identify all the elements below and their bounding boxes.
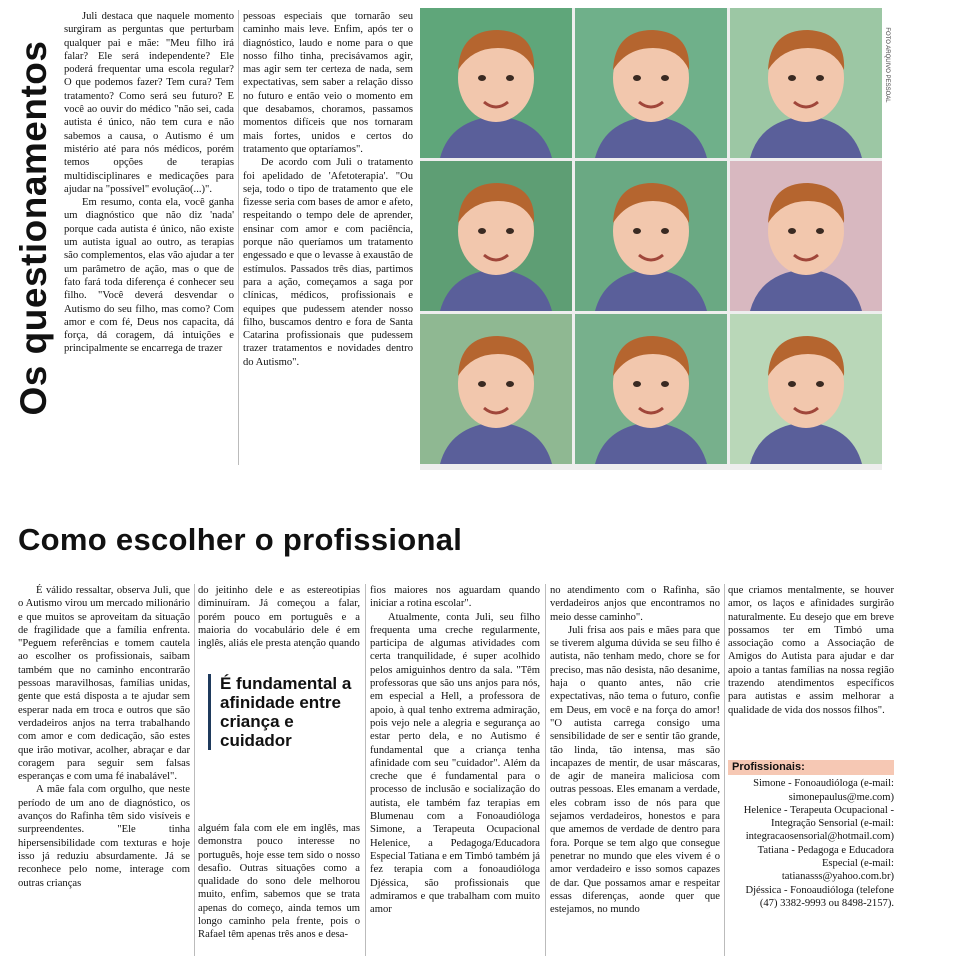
boy-photo-icon: [575, 314, 727, 464]
photo-cell: [575, 8, 727, 158]
column-divider: [238, 10, 239, 465]
paragraph: fios maiores nos aguardam quando iniciar a rotina escolar".: [370, 585, 540, 610]
vertical-title-text: Os questionamentos: [13, 40, 54, 416]
paragraph: Atualmente, conta Juli, seu filho frequenta uma creche regularmente, participa de algumas atividades com certa tranquilidade, é super acolhido pelos amiguinhos dentro da sala. "Têm professoras que são uns anjos para nós, em especial a Hell, a professora de apoio, à qual tenho extrema admiração, pois vejo nele a alegria e segurança ao estar perto dela, e no Autismo é fundamental que a criança tenha afinidade com seu "cuidador". Além da creche que é fundamental para o processo de inclusão e socialização do autista, ele também faz terapias em Blumenau com a Fonoaudióloga Simone, a Terapeuta Ocupacional Helenice, a Pedagoga/Educadora Especial Tatiana e em Timbó também já fez terapia com a fonoaudióloga Djéssica, são profissionais que admiramos e que trabalham com muito amor: [370, 611, 540, 916]
professionals-header-text: Profissionais:: [732, 761, 805, 773]
boy-photo-icon: [730, 314, 882, 464]
photo-cell: [420, 314, 572, 464]
paragraph: Juli destaca que naquele momento surgiram as perguntas que perturbam qualquer pai e mãe: "Meu filho irá falar? Ele será independente? Ele poderá frequentar uma escola regular? O que podemos fazer? Tem cura? Tem tratamento? Como será seu futuro? E você ao ouvir do médico "não sei, cada autista é único, não tem cura e não sabemos a causa, o Autismo é um mistério até para nós médicos, porém temos opções de terapias multidisciplinares e medicações para ajudar na "possível" evolução(...)".: [64, 11, 234, 195]
professionals-header: [728, 760, 894, 775]
photo-cell: [730, 161, 882, 311]
column-divider: [724, 584, 725, 956]
bottom-column-2-top: [198, 584, 360, 660]
paragraph: alguém fala com ele em inglês, mas demonstra pouco interesse no português, hoje esse tem sido o nosso desafio. Outras situações como a qualidade do sono dele melhorou muito, enfim, sabemos que se trata apenas do começo, ainda temos um longo caminho pela frente, pois o Rafael têm apenas três anos e desa-: [198, 823, 360, 941]
bottom-column-2-bottom: [198, 822, 360, 956]
bottom-column-3: [370, 584, 540, 956]
photo-credit: [882, 10, 892, 120]
paragraph: A mãe fala com orgulho, que neste período de um ano de diagnóstico, os avanços do Rafinha têm sido visíveis e surpreendentes. "Ele tinha hipersensibilidade com texturas e hoje isso já reduziu absurdamente. Já se reconhece pelo nome, interage com outras crianças: [18, 784, 190, 889]
paragraph: que criamos mentalmente, se houver amor, os laços e afinidades surgirão naturalmente. Eu desejo que em breve possamos ter em Timbó uma associação como a Associação de Amigos do Autista para ajudar e dar apoio a tantas famílias na nossa região trazendo atendimentos específicos para autistas e assim melhorar a qualidade de vida dos nossos filhos".: [728, 585, 894, 716]
professional-entry: Simone - Fonoaudióloga (e-mail: simonepaulus@me.com): [753, 778, 894, 803]
photo-collage: [420, 8, 882, 470]
paragraph: É válido ressaltar, observa Juli, que o Autismo virou um mercado milionário e que muitos se aproveitam da situação de fragilidade que a família enfrenta. "Peguem referências e tomem cautela ao escolher os profissionais, saibam também que no caminho encontrarão pessoas maravilhosas, famílias unidas, gente que está disposta a te ajudar sem esperar nada em troca e outros que são verdadeiros anjos na terra trabalhando com amor e com dedicação, são estes que irão motivar, acolher, abraçar e dar coragem para seguir sem falsas esperanças e com uma fé inabalável".: [18, 585, 190, 783]
photo-cell: [420, 8, 572, 158]
bottom-column-4: [550, 584, 720, 956]
bottom-column-5: [728, 584, 894, 754]
paragraph: Em resumo, conta ela, você ganha um diagnóstico que não diz 'nada' porque cada autista é único, não existe um autista igual ao outro, as terapias são complementos, elas vão ajudar a ter um parâmetro de ação, mas o que de fato fará toda diferença é conhecer seu filho. "Você deverá desvendar o Autismo do seu filho, mas como? Com amor e com fé, Deus nos capacita, dá força, dá coragem, dá intuições e principalmente se encarrega de trazer: [64, 197, 234, 355]
professionals-box: [728, 760, 894, 910]
photo-cell: [420, 161, 572, 311]
column-divider: [194, 584, 195, 956]
bottom-column-1: [18, 584, 190, 956]
boy-photo-icon: [420, 314, 572, 464]
boy-photo-icon: [575, 161, 727, 311]
paragraph: De acordo com Juli o tratamento foi apelidado de 'Afetoterapia'. "Ou seja, todo o tipo de tratamento que ele fizesse seria com bases de amor e afeto, respeitando o tempo dele de aprender, ensinar com amor e com paciência, porque não queríamos um tratamento engessado e que o levasse à exaustão de estímulos. Passados três dias, partimos para a ação, começamos a saga por clínicas, médicos, profissionais e equipes que pudessem atender nosso filho, buscamos dentro e fora de Santa Catarina profissionais que pudessem trazer tratamentos e novidades dentro do Autismo".: [243, 157, 413, 368]
top-column-1: [64, 10, 234, 465]
top-column-2: [243, 10, 413, 465]
section-title: Como escolher o profissional: [18, 522, 463, 557]
professional-entry: Tatiana - Pedagoga e Educadora Especial (e-mail: tatianasss@yahoo.com.br): [757, 844, 894, 883]
boy-photo-icon: [420, 161, 572, 311]
pull-quote: É fundamental a afinidade entre criança e cuidador: [208, 674, 370, 750]
boy-photo-icon: [420, 8, 572, 158]
professional-entry: Helenice - Terapeuta Ocupacional - Integração Sensorial (e-mail: integracaosensorial@hotmail.com): [743, 804, 894, 843]
photo-cell: [575, 314, 727, 464]
boy-photo-icon: [730, 8, 882, 158]
paragraph: no atendimento com o Rafinha, são verdadeiros anjos que encontramos no meio desse caminho".: [550, 585, 720, 623]
photo-credit-text: FOTO ARQUIVO PESSOAL: [884, 27, 890, 103]
column-divider: [365, 584, 366, 956]
paragraph: Juli frisa aos pais e mães para que se tiverem alguma dúvida se seu filho é autista, não tenham medo, chore se for preciso, mas não desista, não desanime, haja o quanto antes, não crie expectativas, não tema o futuro, confie em Deus, em você e na força do amor! "O autista carrega consigo uma sensibilidade de ser e sentir tão grande, tão linda, tão intensa, mas são incapazes de mentir, de usar máscaras, de agir de maneira maliciosa com outras pessoas. Eles emanam a verdade, eles cobram isso de nós para que sejamos verdadeiros, honestos e para que amemos de verdade de dentro para fora. Porque se tem algo que consegue penetrar no mundo que eles vivem é o amor verdadeiro e isso somos capazes de dar. Que possamos amar e respeitar essas diferenças, aonde quer que estejamos, no mundo: [550, 624, 720, 916]
vertical-section-title: [14, 8, 54, 448]
paragraph: pessoas especiais que tornarão seu caminho mais leve. Enfim, após ter o diagnóstico, laudo e nome para o que nosso filho tinha, precisávamos agir, mas agir sem ter certeza de nada, sem expectativas, sem saber a relação disso no futuro e então veio o momento em que desabamos, choramos, passamos momentos difíceis que nos tornaram mais fortes, unidos e certos do tratamento que optaríamos".: [243, 11, 413, 155]
column-divider: [545, 584, 546, 956]
photo-cell: [730, 8, 882, 158]
boy-photo-icon: [575, 8, 727, 158]
professional-entry: Djéssica - Fonoaudióloga (telefone (47) 3382-9993 ou 8498-2157).: [745, 884, 894, 909]
boy-photo-icon: [730, 161, 882, 311]
photo-cell: [575, 161, 727, 311]
photo-cell: [730, 314, 882, 464]
paragraph: do jeitinho dele e as estereotipias diminuíram. Já começou a falar, porém pouco em português e a maioria do vocabulário dele é em inglês, aliás ele presta atenção quando: [198, 585, 360, 650]
